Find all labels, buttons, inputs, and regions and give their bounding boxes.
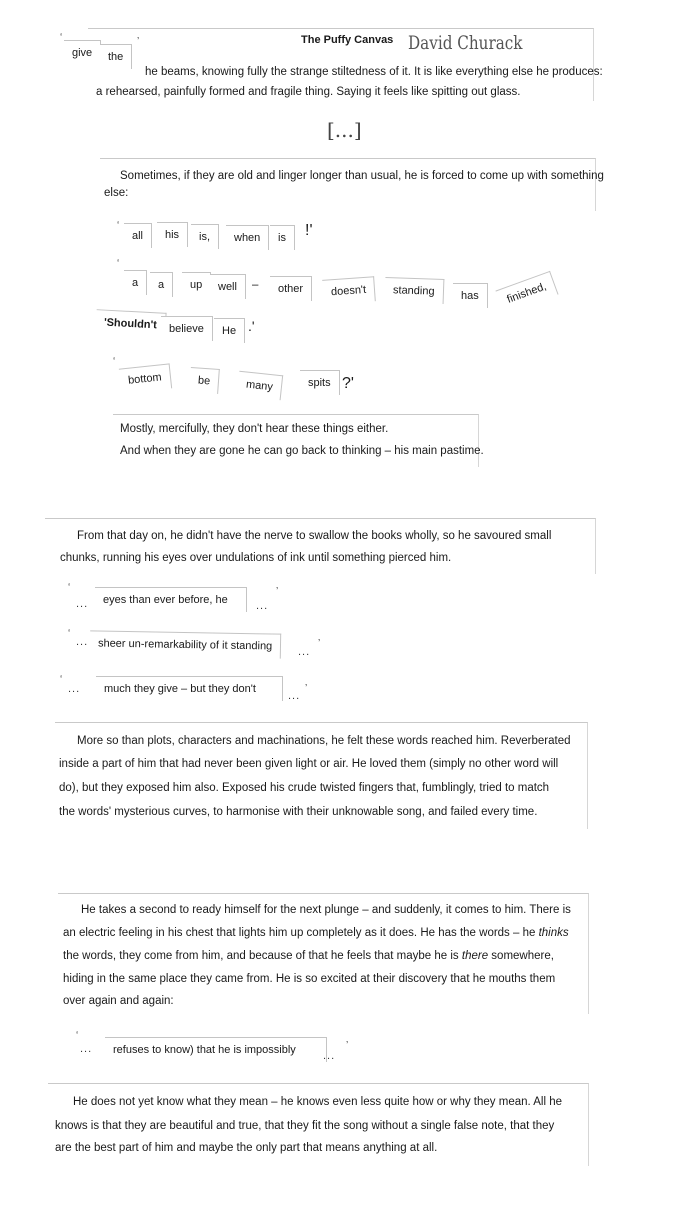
text-line: are the best part of him and maybe the only part that means anything at all.	[55, 1142, 438, 1154]
cutout-word: finished,	[495, 271, 558, 314]
cutout-word: well	[210, 274, 246, 299]
paragraph-strip	[100, 158, 596, 211]
quote-snippet: refuses to know) that he is impossibly	[105, 1037, 327, 1062]
paragraph-strip	[45, 518, 596, 574]
cutout-word: many	[237, 371, 283, 400]
ellipsis: ...	[256, 600, 269, 612]
ellipsis: ...	[288, 690, 301, 702]
cutout-word: believe	[161, 316, 213, 341]
text-line: inside a part of him that had never been given light or air. He loved them (simply no other word will	[59, 758, 559, 770]
cutout-word: has	[453, 283, 488, 308]
close-quote-mark: ’	[137, 36, 140, 47]
text-line: Sometimes, if they are old and linger longer than usual, he is forced to come up with something	[120, 170, 604, 182]
open-quote-mark: ‘	[68, 582, 71, 593]
open-quote-mark: ‘	[76, 1030, 79, 1041]
text-line: He does not yet know what they mean – he knows even less quite how or why they mean. All he	[73, 1096, 563, 1108]
cutout-word: a	[150, 272, 173, 297]
text-line: hiding in the same place they came from. He is so excited at their discovery that he mouths them	[63, 973, 556, 985]
cutout-word: He	[214, 318, 245, 343]
cutout-word: spits	[300, 370, 340, 395]
text-line: the words' mysterious curves, to harmonise with their unknowable song, and failed every time.	[59, 806, 538, 818]
emphasis: there	[461, 950, 489, 962]
ellipsis: ...	[68, 683, 81, 695]
punctuation: .'	[248, 318, 255, 334]
cutout-word: standing	[385, 277, 444, 304]
text-line	[63, 950, 554, 962]
open-quote-mark: ‘	[68, 628, 71, 639]
text-line	[63, 927, 569, 939]
quote-snippet: much they give – but they don't	[96, 676, 283, 701]
quote-snippet: eyes than ever before, he	[95, 587, 247, 612]
text-segment: an electric feeling in his chest that lights him up completely as it does. He has the words – he	[63, 927, 539, 939]
cutout-word: give	[64, 40, 101, 65]
open-quote-mark: ‘	[117, 258, 120, 269]
ellipsis: ...	[298, 646, 311, 658]
punctuation: ?'	[342, 375, 354, 392]
cutout-word: is,	[191, 224, 219, 249]
text-segment: somewhere,	[488, 950, 554, 962]
close-quote-mark: ’	[305, 683, 308, 694]
cutout-word: 'Shouldn't	[95, 309, 166, 338]
paragraph-strip	[113, 414, 479, 467]
cutout-word: other	[270, 276, 312, 301]
cutout-word: up	[182, 272, 211, 297]
text-line: chunks, running his eyes over undulations of ink until something pierced him.	[60, 552, 452, 564]
ellipsis-bracket: [...]	[327, 118, 362, 142]
ellipsis: ...	[76, 636, 89, 648]
open-quote-mark: ‘	[60, 674, 63, 685]
text-line: a rehearsed, painfully formed and fragile thing. Saying it feels like spitting out glass.	[96, 86, 521, 98]
quote-snippet: sheer un-remarkability of it standing	[90, 630, 282, 658]
open-quote-mark: ‘	[117, 220, 120, 231]
text-line: From that day on, he didn't have the nerve to swallow the books wholly, so he savoured small	[77, 530, 552, 542]
cutout-word: all	[124, 223, 152, 248]
author-signature: David Churack	[408, 32, 523, 54]
ellipsis: ...	[323, 1050, 336, 1062]
text-line: More so than plots, characters and machinations, he felt these words reached him. Reverberated	[77, 735, 571, 747]
emphasis: thinks	[538, 927, 569, 939]
ellipsis: ...	[76, 598, 89, 610]
cutout-word: be	[189, 367, 220, 394]
punctuation: !'	[305, 222, 313, 239]
cutout-word: doesn't	[322, 276, 376, 305]
text-line: knows is that they are beautiful and true, that they fit the song without a single false note, that they	[55, 1120, 555, 1132]
close-quote-mark: ’	[346, 1040, 349, 1051]
text-line: else:	[104, 187, 129, 199]
close-quote-mark: ’	[318, 638, 321, 649]
close-quote-mark: ’	[276, 586, 279, 597]
open-quote-mark: ‘	[60, 32, 63, 43]
text-line: Mostly, mercifully, they don't hear these things either.	[120, 423, 389, 435]
open-quote-mark: ‘	[113, 356, 116, 367]
text-line: And when they are gone he can go back to thinking – his main pastime.	[120, 445, 484, 457]
document-title: The Puffy Canvas	[301, 34, 394, 46]
text-line: He takes a second to ready himself for the next plunge – and suddenly, it comes to him. There is	[81, 904, 571, 916]
cutout-word: is	[270, 225, 295, 250]
cutout-word: a	[124, 270, 147, 295]
cutout-word: when	[226, 225, 269, 250]
text-line: do), but they exposed him also. Exposed his crude twisted fingers that, fumblingly, tried to match	[59, 782, 550, 794]
text-line: he beams, knowing fully the strange stiltedness of it. It is like everything else he produces:	[145, 66, 603, 78]
text-segment: the words, they come from him, and because of that he feels that maybe he is	[63, 950, 462, 962]
text-line: over again and again:	[63, 995, 174, 1007]
dash: –	[252, 279, 259, 291]
cutout-word: the	[100, 44, 132, 69]
cutout-word: bottom	[119, 363, 172, 393]
cutout-word: his	[157, 222, 188, 247]
ellipsis: ...	[80, 1043, 93, 1055]
